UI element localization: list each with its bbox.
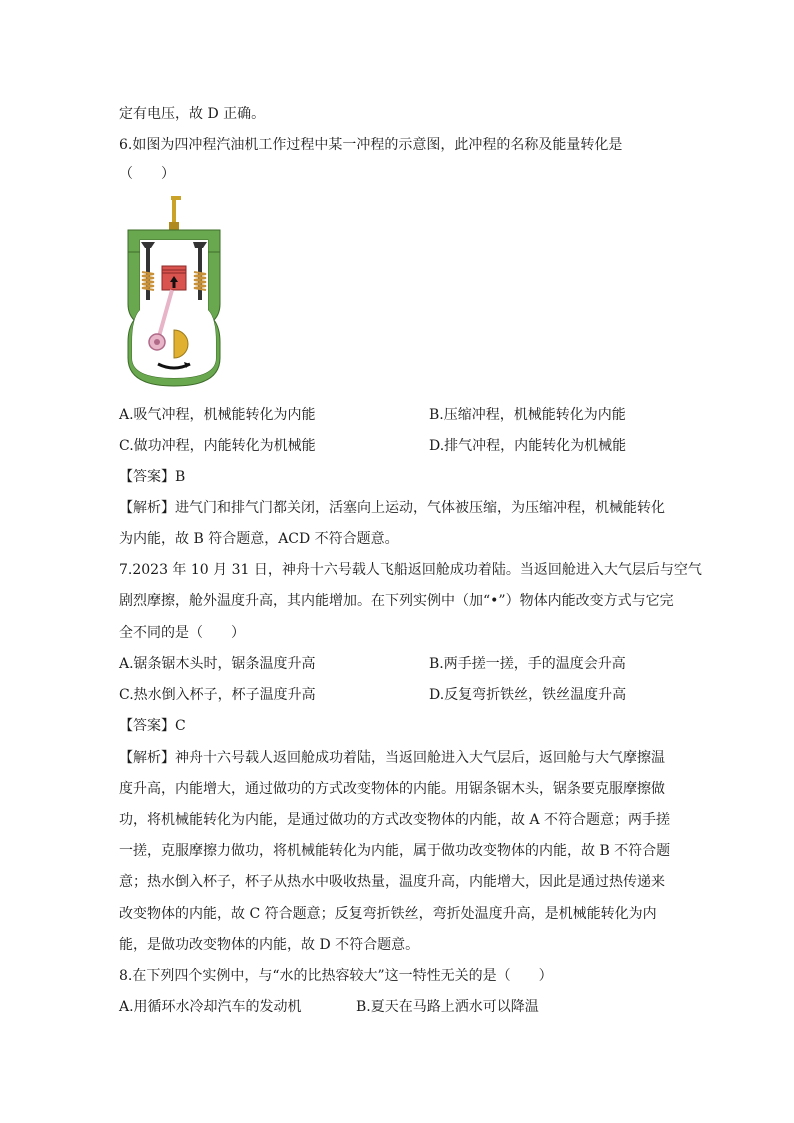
q6-option-b: B.压缩冲程，机械能转化为内能 (429, 407, 626, 423)
q6-analysis-line-2: 为内能，故 B 符合题意，ACD 不符合题意。 (119, 531, 399, 547)
q7-analysis-line-5: 意；热水倒入杯子，杯子从热水中吸收热量，温度升高，内能增大，因此是通过热传递来 (119, 874, 665, 890)
q7-option-b: B.两手搓一搓，手的温度会升高 (429, 656, 626, 672)
q6-option-a: A.吸气冲程，机械能转化为内能 (119, 407, 316, 423)
q8-option-b: B.夏天在马路上洒水可以降温 (356, 999, 539, 1015)
q7-option-c: C.热水倒入杯子，杯子温度升高 (119, 687, 316, 703)
q6-analysis-line-1: 【解析】进气门和排气门都关闭，活塞向上运动，气体被压缩，为压缩冲程，机械能转化 (119, 500, 665, 516)
q6-option-d: D.排气冲程，内能转化为机械能 (429, 438, 627, 454)
q7-stem-line-3: 全不同的是（ ） (119, 625, 245, 641)
q6-option-c: C.做功冲程，内能转化为机械能 (119, 438, 316, 454)
intake-valve-spring (142, 272, 154, 290)
q7-stem-line-1: 7.2023 年 10 月 31 日，神舟十六号载人飞船返回舱成功着陆。当返回舱进入大气层后与空气 (119, 562, 702, 578)
q7-option-a: A.锯条锯木头时，锯条温度升高 (119, 656, 316, 672)
q7-analysis-line-1: 【解析】神舟十六号载人返回舱成功着陆，当返回舱进入大气层后，返回舱与大气摩擦温 (119, 750, 665, 766)
q8-stem: 8.在下列四个实例中，与“水的比热容较大”这一特性无关的是（ ） (119, 968, 553, 984)
q7-stem-line-2: 剧烈摩擦，舱外温度升高，其内能增加。在下列实例中（加“•”）物体内能改变方式与它完 (119, 593, 674, 609)
q7-option-d: D.反复弯折铁丝，铁丝温度升高 (429, 687, 627, 703)
spark-plug-top (171, 196, 181, 200)
q6-answer: 【答案】B (119, 469, 186, 485)
q7-analysis-line-7: 能，是做功改变物体的内能，故 D 不符合题意。 (119, 937, 420, 953)
engine-compression-stroke-figure (124, 192, 224, 392)
intake-valve-stem (146, 242, 150, 300)
q7-analysis-line-6: 改变物体的内能，故 C 符合题意；反复弯折铁丝，弯折处温度升高，是机械能转化为内 (119, 906, 657, 922)
q6-answer-bracket: （ ） (119, 166, 175, 182)
q7-analysis-line-4: 一搓，克服摩擦力做功，将机械能转化为内能，属于做功改变物体的内能，故 B 不符合题 (119, 843, 671, 859)
exhaust-valve-spring (194, 272, 206, 290)
q6-stem: 6.如图为四冲程汽油机工作过程中某一冲程的示意图，此冲程的名称及能量转化是 (119, 137, 623, 153)
spark-plug-base (169, 222, 179, 230)
q5-tail-text: 定有电压，故 D 正确。 (119, 106, 266, 122)
q7-answer: 【答案】C (119, 718, 186, 734)
q7-analysis-line-2: 度升高，内能增大，通过做功的方式改变物体的内能。用锯条锯木头，锯条要克服摩擦做 (119, 781, 665, 797)
exhaust-valve-stem (198, 242, 202, 300)
q7-analysis-line-3: 功，将机械能转化为内能，是通过做功的方式改变物体的内能，故 A 不符合题意；两手搓 (119, 812, 671, 828)
q8-option-a: A.用循环水冷却汽车的发动机 (119, 999, 302, 1015)
